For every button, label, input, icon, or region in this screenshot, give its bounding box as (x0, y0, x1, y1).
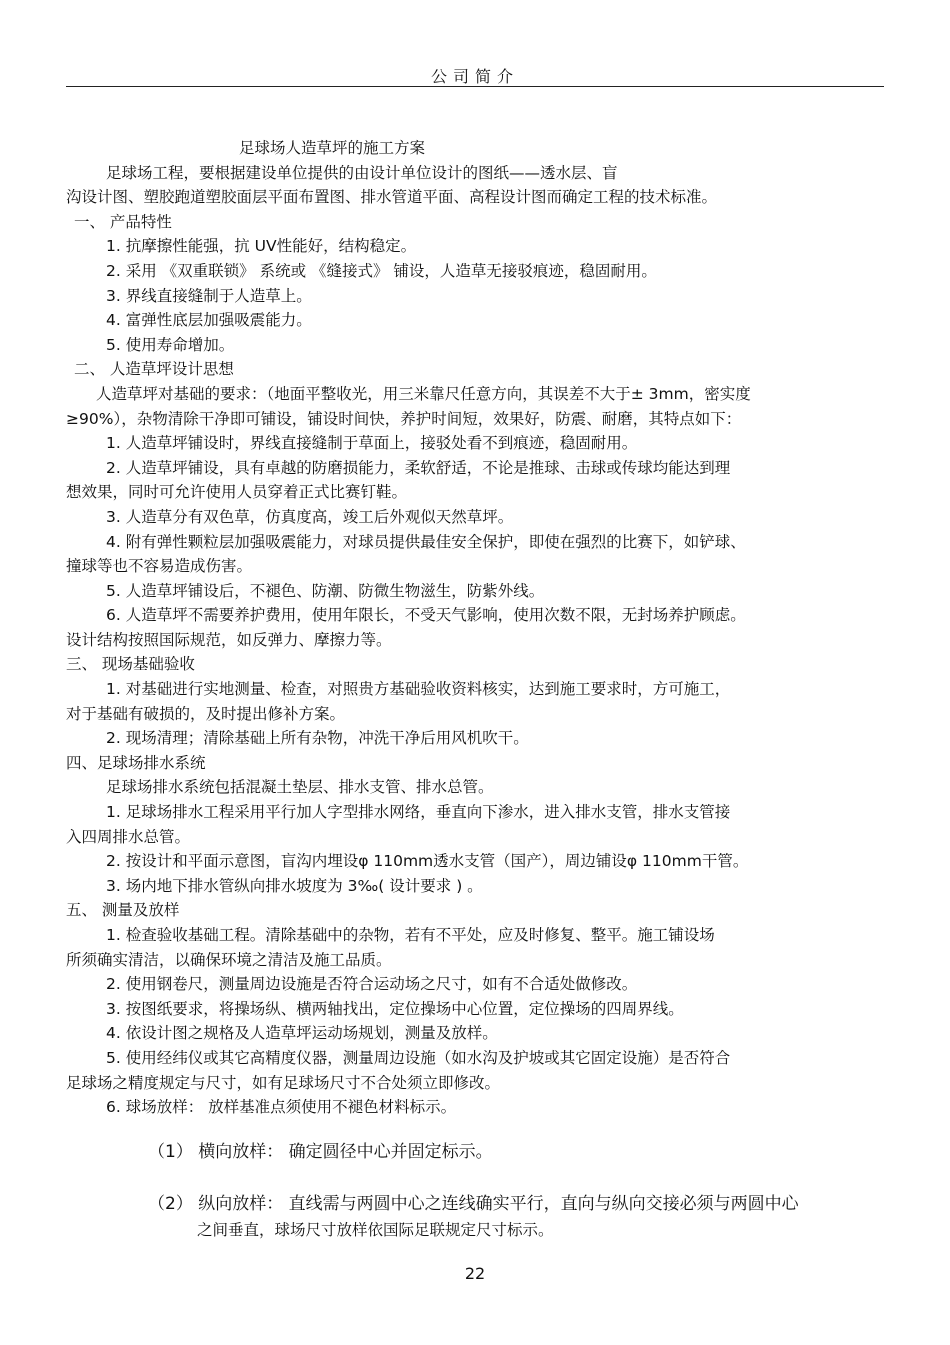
section-heading: 五、 测量及放样 (66, 901, 180, 920)
list-item: 3. 按图纸要求，将操场纵、横两轴找出，定位操场中心位置，定位操场的四周界线。 (106, 999, 684, 1018)
section-heading: 三、 现场基础验收 (66, 655, 195, 674)
paragraph-line: 足球场排水系统包括混凝土垫层、排水支管、排水总管。 (106, 778, 494, 797)
section-heading: 二、 人造草坪设计思想 (74, 360, 234, 379)
list-item: 4. 富弹性底层加强吸震能力。 (106, 311, 312, 330)
list-item: 4. 依设计图之规格及人造草坪运动场规划，测量及放样。 (106, 1024, 498, 1043)
page-number: 22 (464, 1264, 486, 1283)
list-item-continued: 对于基础有破损的，及时提出修补方案。 (66, 704, 346, 723)
list-item: 1. 人造草坪铺设时，界线直接缝制于草面上，接驳处看不到痕迹，稳固耐用。 (106, 434, 638, 453)
list-item: 1. 对基础进行实地测量、检查，对照贵方基础验收资料核实，达到施工要求时，方可施工， (106, 680, 731, 699)
list-item: 2. 按设计和平面示意图，盲沟内埋设φ 110mm透水支管（国产），周边铺设φ 110mm干管。 (106, 852, 749, 871)
document-title: 足球场人造草坪的施工方案 (239, 139, 426, 157)
list-item: 6. 球场放样： 放样基准点须使用不褪色材料标示。 (106, 1098, 457, 1117)
list-item-continued: 撞球等也不容易造成伤害。 (66, 557, 253, 576)
paragraph-line: 沟设计图、塑胶跑道塑胶面层平面布置图、排水管道平面、高程设计图而确定工程的技术标准。 (66, 188, 718, 207)
paragraph-line: ≥90%），杂物清除干净即可铺设，铺设时间快，养护时间短，效果好，防震、耐磨，其特点如下： (66, 409, 742, 428)
spacer (66, 1166, 884, 1190)
list-item: 3. 场内地下排水管纵向排水坡度为 3‰( 设计要求 ) 。 (106, 876, 483, 895)
sub-item: （2） 纵向放样： 直线需与两圆中心之连线确实平行，直向与纵向交接必须与两圆中心 (148, 1193, 799, 1214)
list-item: 3. 界线直接缝制于人造草上。 (106, 286, 312, 305)
list-item-continued: 足球场之精度规定与尺寸，如有足球场尺寸不合处须立即修改。 (66, 1073, 501, 1092)
list-item: 1. 足球场排水工程采用平行加人字型排水网络，垂直向下渗水，进入排水支管，排水支管接 (106, 803, 731, 822)
sub-item-continued: 之间垂直，球场尺寸放样依国际足联规定尺寸标示。 (197, 1220, 554, 1239)
document-body (66, 136, 884, 1242)
list-item-continued: 设计结构按照国际规范，如反弹力、摩擦力等。 (66, 630, 392, 649)
list-item-continued: 想效果，同时可允许使用人员穿着正式比赛钉鞋。 (66, 483, 408, 502)
list-item: 5. 使用经纬仪或其它高精度仪器，测量周边设施（如水沟及护坡或其它固定设施）是否符合 (106, 1048, 731, 1067)
list-item: 2. 采用 《双重联锁》 系统或 《缝接式》 铺设，人造草无接驳痕迹，稳固耐用。 (106, 261, 657, 280)
page-header: 公司简介 (430, 67, 519, 86)
list-item: 2. 人造草坪铺设，具有卓越的防磨损能力，柔软舒适，不论是推球、击球或传球均能达到理 (106, 458, 731, 477)
list-item: 1. 检查验收基础工程。清除基础中的杂物，若有不平处，应及时修复、整平。施工铺设场 (106, 926, 715, 944)
list-item: 2. 现场清理；清除基础上所有杂物，冲洗干净后用风机吹干。 (106, 729, 529, 748)
list-item: 2. 使用钢卷尺，测量周边设施是否符合运动场之尺寸，如有不合适处做修改。 (106, 975, 638, 994)
list-item: 4. 附有弹性颗粒层加强吸震能力，对球员提供最佳安全保护，即使在强烈的比赛下，如铲球、 (106, 532, 746, 551)
section-heading: 四、足球场排水系统 (66, 753, 206, 772)
list-item: 1. 抗摩擦性能强，抗 UV性能好，结构稳定。 (106, 237, 417, 256)
list-item: 5. 使用寿命增加。 (106, 335, 235, 354)
list-item: 5. 人造草坪铺设后，不褪色、防潮、防微生物滋生，防紫外线。 (106, 581, 545, 600)
section-heading: 一、 产品特性 (74, 212, 172, 231)
header-rule (66, 86, 884, 87)
list-item-continued: 入四周排水总管。 (66, 827, 191, 846)
list-item: 3. 人造草分有双色草，仿真度高，竣工后外观似天然草坪。 (106, 507, 514, 526)
paragraph-line: 足球场工程，要根据建设单位提供的由设计单位设计的图纸——透水层、盲 (106, 163, 618, 182)
sub-item: （1） 横向放样： 确定圆径中心并固定标示。 (148, 1141, 493, 1162)
list-item: 6. 人造草坪不需要养护费用，使用年限长，不受天气影响，使用次数不限，无封场养护顾虑。 (106, 606, 746, 625)
list-item-continued: 所须确实清洁，以确保环境之清洁及施工品质。 (66, 950, 392, 969)
paragraph-line: 人造草坪对基础的要求：（地面平整收光，用三米靠尺任意方向，其误差不大于± 3mm，密实度 (96, 384, 751, 403)
